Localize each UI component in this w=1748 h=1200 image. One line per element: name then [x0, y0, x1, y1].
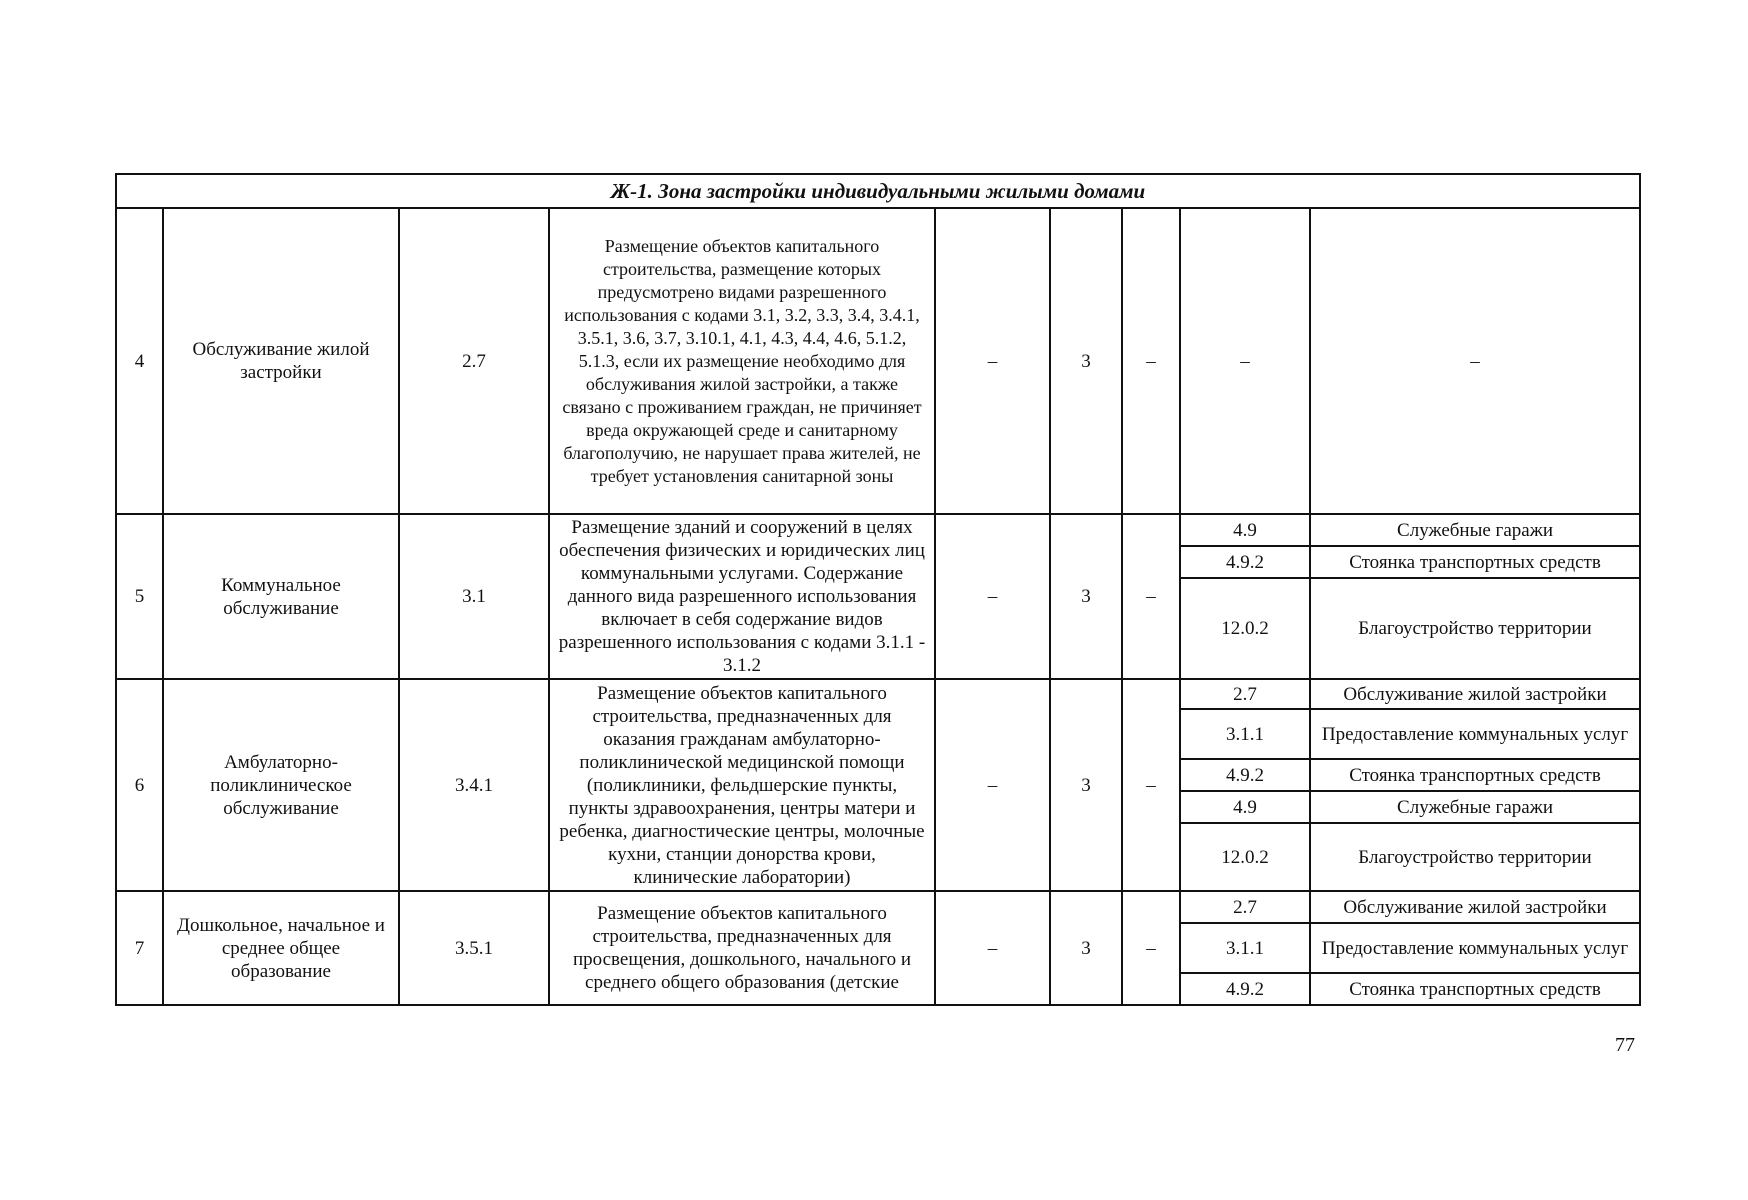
aux-code: 3.1.1 [1180, 923, 1310, 973]
use-description: Размещение объектов капитального строительства, размещение которых предусмотрено видами разрешенного использования с кодами 3.1, 3.2, 3.3, 3.4, 3.4.1, 3.5.1, 3.6, 3.7, 3.10.1, 4.1, 4.3, 4.4, 4.6, 5.1.2, 5.1.3, если их размещение необходимо для обслуживания жилой застройки, а также связано с проживанием граждан, не причиняет вреда окружающей среде и санитарному благополучию, не нарушает права жителей, не требует установления санитарной зоны [549, 208, 935, 514]
use-name: Амбулаторно-поликлиническое обслуживание [163, 679, 399, 891]
use-description: Размещение объектов капитального строительства, предназначенных для просвещения, дошкольного, начального и среднего общего образования (детские [549, 891, 935, 1005]
aux-name: Предоставление коммунальных услуг [1310, 709, 1640, 759]
use-code: 3.4.1 [399, 679, 549, 891]
row-number: 5 [116, 514, 163, 679]
aux-name: Стоянка транспортных средств [1310, 546, 1640, 578]
table-row [116, 208, 1640, 514]
page-number: 77 [1615, 1034, 1635, 1056]
aux-code: – [1180, 208, 1310, 514]
row-number: 4 [116, 208, 163, 514]
use-code: 3.5.1 [399, 891, 549, 1005]
col5-value: – [935, 891, 1050, 1005]
col7-value: – [1122, 514, 1180, 679]
aux-name: Предоставление коммунальных услуг [1310, 923, 1640, 973]
col6-value: 3 [1050, 891, 1122, 1005]
row-number: 7 [116, 891, 163, 1005]
aux-name: Служебные гаражи [1310, 791, 1640, 823]
col6-value: 3 [1050, 208, 1122, 514]
use-name: Дошкольное, начальное и среднее общее образование [163, 891, 399, 1005]
aux-code: 12.0.2 [1180, 823, 1310, 891]
col5-value: – [935, 679, 1050, 891]
col6-value: 3 [1050, 514, 1122, 679]
aux-code: 12.0.2 [1180, 578, 1310, 679]
aux-name: Благоустройство территории [1310, 578, 1640, 679]
aux-code: 2.7 [1180, 679, 1310, 709]
aux-name: Стоянка транспортных средств [1310, 973, 1640, 1005]
aux-code: 4.9.2 [1180, 546, 1310, 578]
row-number: 6 [116, 679, 163, 891]
aux-name: Служебные гаражи [1310, 514, 1640, 546]
aux-name: Благоустройство территории [1310, 823, 1640, 891]
aux-code: 2.7 [1180, 891, 1310, 923]
land-use-table [115, 173, 1641, 1006]
aux-code: 3.1.1 [1180, 709, 1310, 759]
aux-name: Обслуживание жилой застройки [1310, 891, 1640, 923]
aux-code: 4.9 [1180, 514, 1310, 546]
col6-value: 3 [1050, 679, 1122, 891]
use-name: Коммунальное обслуживание [163, 514, 399, 679]
aux-code: 4.9.2 [1180, 973, 1310, 1005]
table-row [116, 514, 1640, 546]
aux-code: 4.9.2 [1180, 759, 1310, 791]
col5-value: – [935, 514, 1050, 679]
aux-name: Стоянка транспортных средств [1310, 759, 1640, 791]
table-row [116, 679, 1640, 709]
use-description: Размещение зданий и сооружений в целях обеспечения физических и юридических лиц коммунальными услугами. Содержание данного вида разрешенного использования включает в себя содержание видов разрешенного использования с кодами 3.1.1 - 3.1.2 [549, 514, 935, 679]
use-code: 2.7 [399, 208, 549, 514]
aux-name: – [1310, 208, 1640, 514]
col7-value: – [1122, 679, 1180, 891]
col7-value: – [1122, 208, 1180, 514]
use-code: 3.1 [399, 514, 549, 679]
aux-name: Обслуживание жилой застройки [1310, 679, 1640, 709]
aux-code: 4.9 [1180, 791, 1310, 823]
col5-value: – [935, 208, 1050, 514]
zone-title: Ж-1. Зона застройки индивидуальными жилыми домами [116, 174, 1640, 208]
use-name: Обслуживание жилой застройки [163, 208, 399, 514]
table-row [116, 891, 1640, 923]
col7-value: – [1122, 891, 1180, 1005]
use-description: Размещение объектов капитального строительства, предназначенных для оказания гражданам амбулаторно-поликлинической медицинской помощи (поликлиники, фельдшерские пункты, пункты здравоохранения, центры матери и ребенка, диагностические центры, молочные кухни, станции донорства крови, клинические лаборатории) [549, 679, 935, 891]
